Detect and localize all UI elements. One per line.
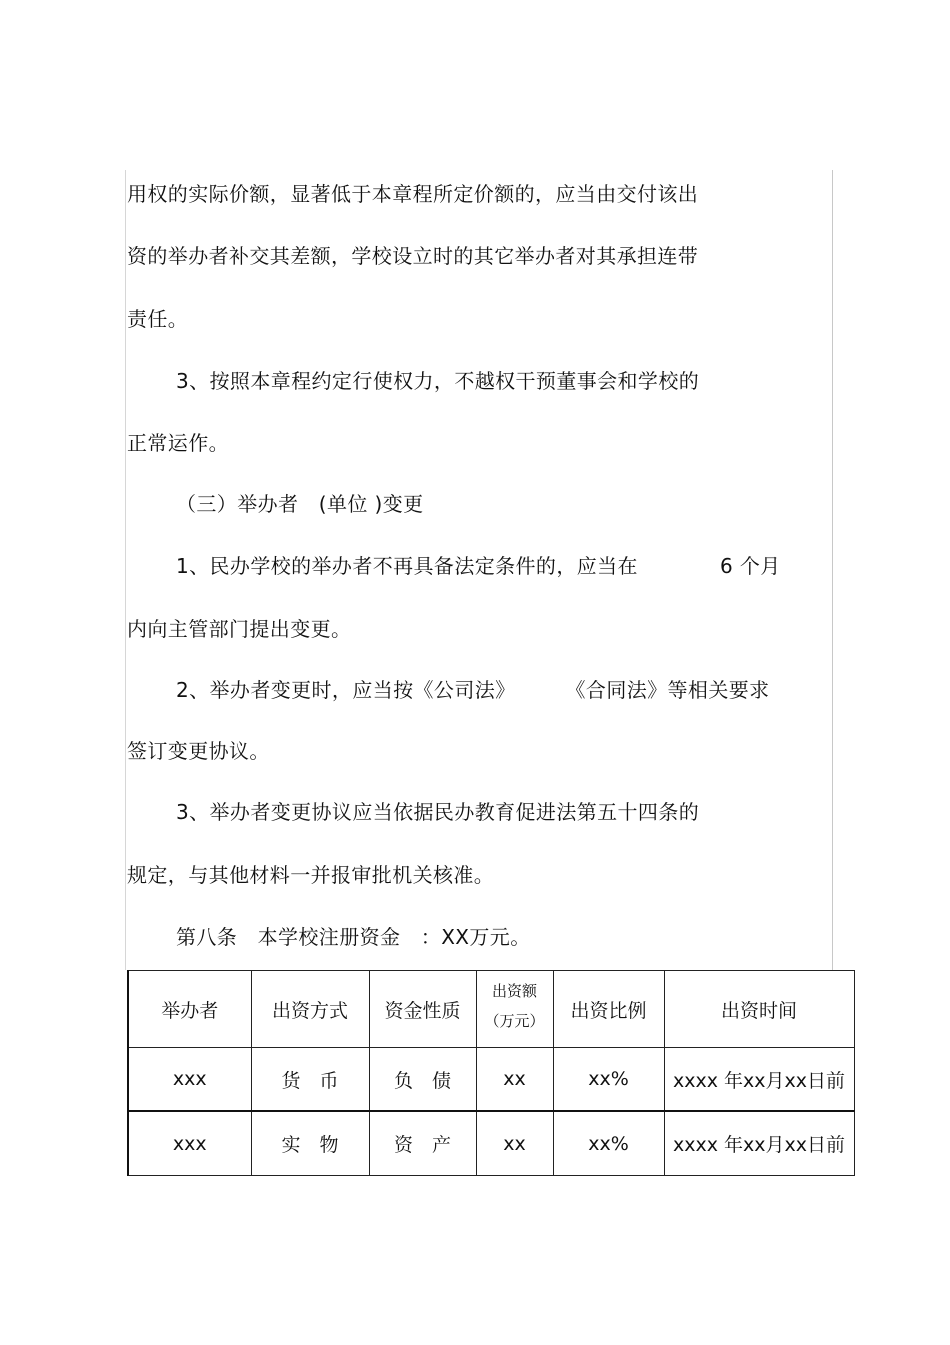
header-nature: 资金性质 <box>369 971 476 1048</box>
header-method: 出资方式 <box>251 971 369 1048</box>
capital-contribution-table <box>127 970 855 1176</box>
header-amount <box>476 971 553 1048</box>
table-row <box>128 1048 854 1112</box>
paragraph-line <box>176 553 781 579</box>
paragraph-text: 6 个月 <box>719 554 781 578</box>
paragraph-text: 2、举办者变更时，应当按《公司法》 <box>176 678 516 702</box>
cell-sponsor: xxx <box>128 1048 251 1112</box>
table-header-row <box>128 971 854 1048</box>
paragraph-text: 《合同法》等相关要求 <box>565 678 770 702</box>
paragraph-line: 规定，与其他材料一并报审批机关核准。 <box>127 863 495 887</box>
section-heading: （三）举办者 (单位 )变更 <box>176 492 424 516</box>
cell-method: 货 币 <box>251 1048 369 1112</box>
table-row <box>128 1111 854 1176</box>
paragraph-text: 1、民办学校的举办者不再具备法定条件的，应当在 <box>176 554 638 578</box>
cell-time: xxxx 年xx月xx日前 <box>664 1048 854 1112</box>
cell-ratio: xx% <box>553 1048 664 1112</box>
cell-nature: 资 产 <box>369 1111 476 1176</box>
cell-amount: xx <box>476 1111 553 1176</box>
paragraph-line: 用权的实际价额，显著低于本章程所定价额的，应当由交付该出 <box>127 182 699 206</box>
cell-amount: xx <box>476 1048 553 1112</box>
paragraph-line <box>176 677 770 703</box>
paragraph-line: 内向主管部门提出变更。 <box>127 617 352 641</box>
header-time: 出资时间 <box>664 971 854 1048</box>
header-amount-label: 出资额 <box>491 982 537 1000</box>
page-left-rule <box>125 170 126 970</box>
cell-nature: 负 债 <box>369 1048 476 1112</box>
page-right-rule <box>832 170 833 970</box>
cell-sponsor: xxx <box>128 1111 251 1176</box>
paragraph-line: 资的举办者补交其差额，学校设立时的其它举办者对其承担连带 <box>127 244 699 268</box>
cell-time: xxxx 年xx月xx日前 <box>664 1111 854 1176</box>
cell-method: 实 物 <box>251 1111 369 1176</box>
paragraph-line: 正常运作。 <box>127 431 229 455</box>
paragraph-line: 3、按照本章程约定行使权力，不越权干预董事会和学校的 <box>176 369 700 393</box>
cell-ratio: xx% <box>553 1111 664 1176</box>
header-sponsor: 举办者 <box>128 971 251 1048</box>
article-heading: 第八条 本学校注册资金 ：XX万元。 <box>176 925 531 949</box>
paragraph-line: 签订变更协议。 <box>127 739 270 763</box>
header-amount-unit: （万元） <box>484 1012 545 1030</box>
paragraph-line: 责任。 <box>127 307 189 331</box>
header-ratio: 出资比例 <box>553 971 664 1048</box>
paragraph-line: 3、举办者变更协议应当依据民办教育促进法第五十四条的 <box>176 800 700 824</box>
